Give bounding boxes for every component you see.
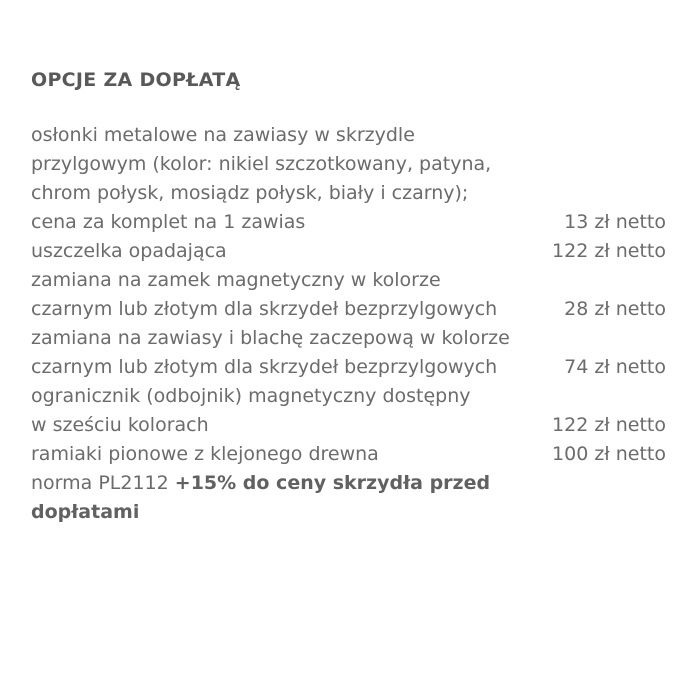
option-row [31,121,666,150]
option-row [31,150,666,179]
option-row [31,208,666,237]
option-row [31,469,666,498]
option-row [31,411,666,440]
option-price: 74 zł netto [564,356,666,378]
option-row [31,237,666,266]
option-description: osłonki metalowe na zawiasy w skrzydle [31,124,415,146]
option-price: 122 zł netto [552,240,666,262]
option-description: ogranicznik (odbojnik) magnetyczny dostępny [31,385,471,407]
option-price: 100 zł netto [552,443,666,465]
option-description: czarnym lub złotym dla skrzydeł bezprzylgowych [31,356,498,378]
option-price: 13 zł netto [564,211,666,233]
option-price: 28 zł netto [564,298,666,320]
option-row [31,266,666,295]
option-description: zamiana na zawiasy i blachę zaczepową w kolorze [31,327,510,349]
option-row [31,440,666,469]
option-price: 122 zł netto [552,414,666,436]
option-description: w sześciu kolorach [31,414,209,436]
option-description: norma PL2112 +15% do ceny skrzydła przed [31,472,491,494]
option-row [31,179,666,208]
option-description: cena za komplet na 1 zawias [31,211,306,233]
option-description: chrom połysk, mosiądz połysk, biały i czarny); [31,182,469,204]
option-description-bold: dopłatami [31,501,140,523]
option-description: ramiaki pionowe z klejonego drewna [31,443,379,465]
surcharge-options-list [31,121,666,527]
option-description: czarnym lub złotym dla skrzydeł bezprzylgowych [31,298,498,320]
page-title: OPCJE ZA DOPŁATĄ [31,69,241,91]
option-row [31,353,666,382]
option-description: przylgowym (kolor: nikiel szczotkowany, patyna, [31,153,492,175]
option-row [31,498,666,527]
option-description: uszczelka opadająca [31,240,227,262]
option-row [31,295,666,324]
option-description: zamiana na zamek magnetyczny w kolorze [31,269,441,291]
option-description [31,498,666,527]
option-row [31,324,666,353]
option-description-bold: +15% do ceny skrzydła przed [174,472,491,494]
option-row [31,382,666,411]
